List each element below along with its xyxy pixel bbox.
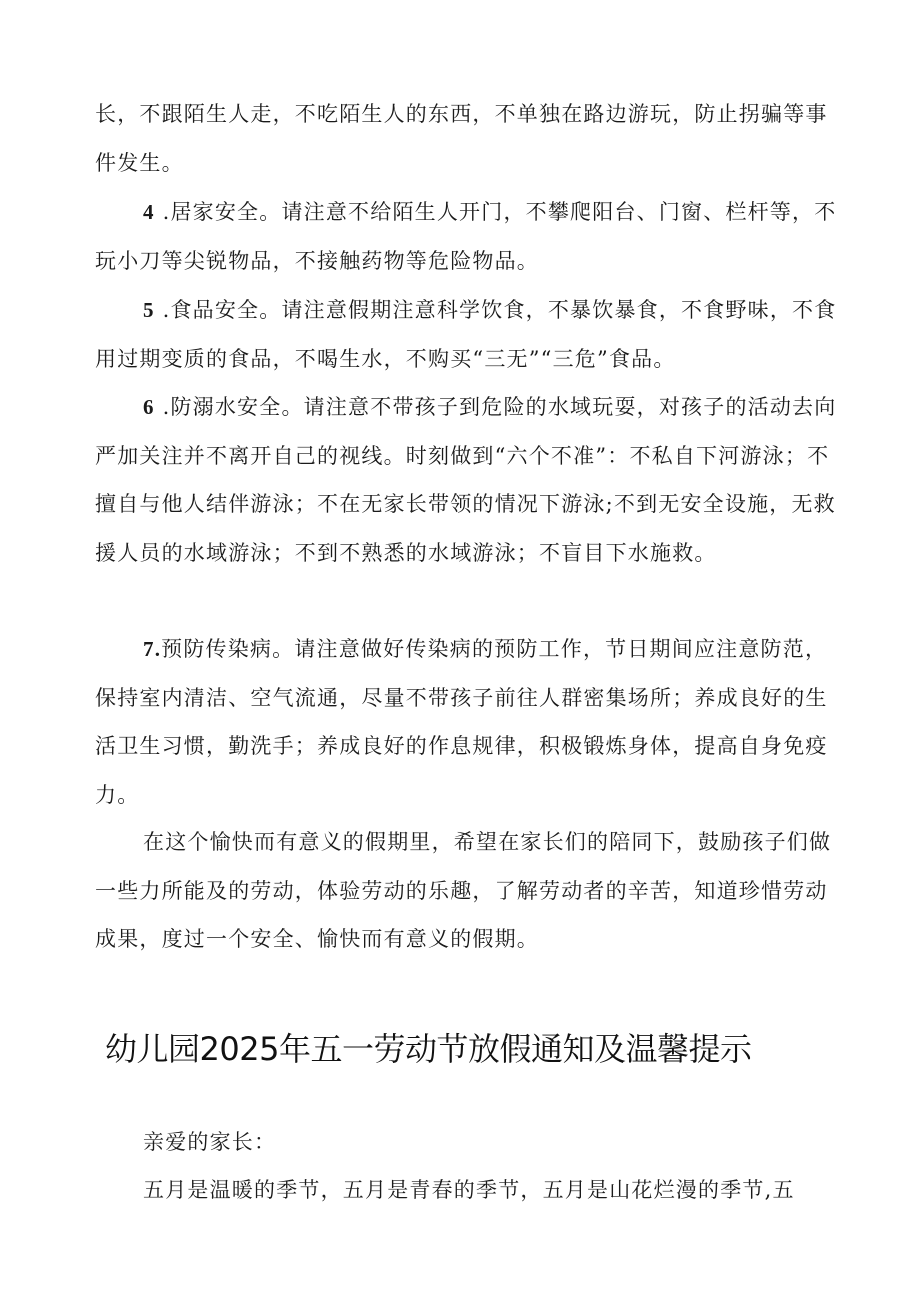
paragraph-drowning-safety <box>95 383 840 577</box>
item-number: 4 <box>143 200 155 224</box>
paragraph-home-safety <box>95 188 840 285</box>
item-number: 6 <box>143 395 155 419</box>
notice-title: 幼儿园2025年五一劳动节放假通知及温馨提示 <box>105 1030 752 1068</box>
paragraph-text: .防溺水安全。请注意不带孩子到危险的水域玩耍，对孩子的活动去向严加关注并不离开自己的视线。时刻做到“六个不准”：不私自下河游泳；不擅自与他人结伴游泳；不在无家长带领的情况下游泳;不到无安全设施，无救援人员的水域游泳；不到不熟悉的水域游泳；不盲目下水施救。 <box>95 395 837 565</box>
greeting-block <box>95 1118 840 1167</box>
opening-text: 五月是温暖的季节，五月是青春的季节，五月是山花烂漫的季节,五 <box>143 1178 795 1202</box>
paragraph-closing <box>95 818 840 964</box>
paragraph-food-safety <box>95 286 840 383</box>
paragraph-text: .食品安全。请注意假期注意科学饮食，不暴饮暴食，不食野味，不食用过期变质的食品，不喝生水，不购买“三无”“三危”食品。 <box>95 298 837 371</box>
paragraph-infection-prevention <box>95 625 840 819</box>
paragraph-text: .居家安全。请注意不给陌生人开门，不攀爬阳台、门窗、栏杆等，不玩小刀等尖锐物品，不接触药物等危险物品。 <box>95 200 837 273</box>
item-number: 7. <box>143 637 162 661</box>
paragraph-safety-strangers <box>95 90 840 187</box>
opening-block <box>95 1166 840 1215</box>
item-number: 5 <box>143 298 155 322</box>
paragraph-text: 预防传染病。请注意做好传染病的预防工作，节日期间应注意防范，保持室内清洁、空气流通，尽量不带孩子前往人群密集场所；养成良好的生活卫生习惯，勤洗手；养成良好的作息规律，积极锻炼身体，提高自身免疫力。 <box>95 637 828 807</box>
greeting-text: 亲爱的家长： <box>143 1130 277 1154</box>
paragraph-text: 长，不跟陌生人走，不吃陌生人的东西，不单独在路边游玩，防止拐骗等事件发生。 <box>95 102 828 175</box>
paragraph-text: 在这个愉快而有意义的假期里，希望在家长们的陪同下，鼓励孩子们做一些力所能及的劳动，体验劳动的乐趣，了解劳动者的辛苦，知道珍惜劳动成果，度过一个安全、愉快而有意义的假期。 <box>95 830 832 951</box>
